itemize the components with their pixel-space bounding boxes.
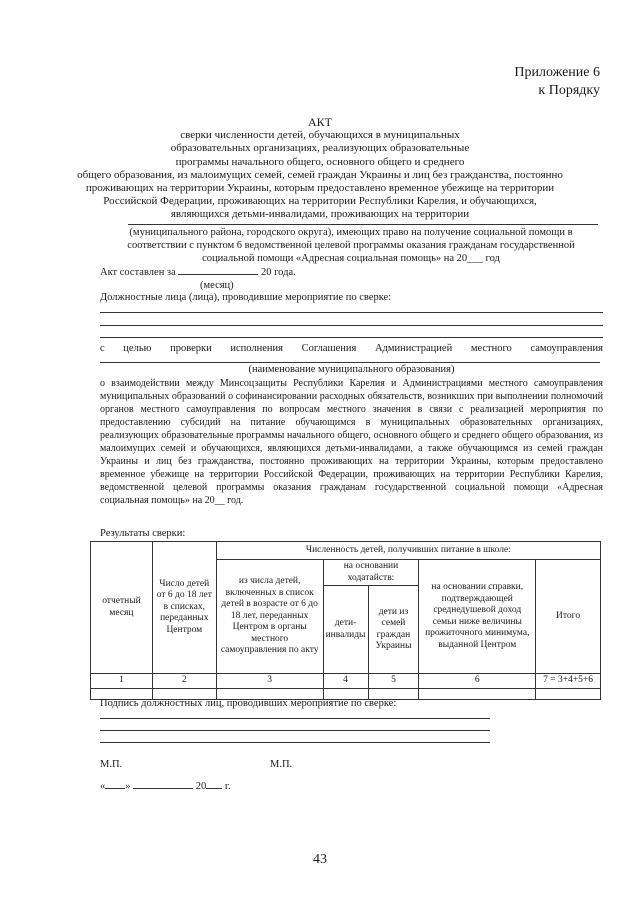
act-compiled-prefix: Акт составлен за	[100, 267, 176, 278]
act-compiled-suffix: 20 года.	[261, 267, 296, 278]
appendix-line-1: Приложение 6	[514, 65, 600, 80]
header-certificate: на основании справки, подтверждающей среднедушевой доход семьи ниже величины прожиточного минимума, выданной Центром	[419, 560, 536, 674]
month-blank	[178, 274, 258, 275]
date-year: 20	[195, 781, 207, 792]
municipality-line: соответствии с пунктом 6 ведомственной целевой программы оказания гражданам государственной	[127, 240, 575, 251]
header-petitions: на основании ходатайств:	[323, 560, 419, 586]
title-line: проживающих на территории Украины, которым предоставлено временное убежище на территории	[85, 182, 555, 195]
column-number: 1	[91, 674, 153, 689]
header-fed-children: Численность детей, получивших питание в школе:	[216, 542, 600, 560]
municipality-text	[96, 226, 606, 265]
date-open-quote: «	[100, 781, 106, 792]
title-line: программы начального общего, основного общего и среднего	[175, 155, 465, 168]
officials-blank-line-2	[100, 325, 603, 326]
day-blank	[105, 788, 125, 789]
signatures-label: Подпись должностных лиц, проводивших мероприятие по сверке:	[100, 698, 397, 709]
appendix-header	[514, 64, 600, 100]
appendix-line-2: к Порядку	[538, 83, 600, 98]
month-caption: (месяц)	[200, 280, 234, 291]
purpose-word: с	[100, 343, 105, 354]
column-number: 5	[368, 674, 419, 689]
header-month: отчетный месяц	[91, 542, 153, 674]
column-number: 7 = 3+4+5+6	[536, 674, 601, 689]
purpose-word: целью	[123, 343, 152, 354]
title-line: сверки численности детей, обучающихся в муниципальных	[180, 129, 460, 142]
column-number: 6	[419, 674, 536, 689]
act-title	[0, 116, 640, 222]
column-number: 4	[323, 674, 368, 689]
municipality-name-caption: (наименование муниципального образования)	[248, 364, 455, 375]
title-line: Российской Федерации, проживающих на территории Республики Карелия, и обучающихся,	[103, 195, 537, 208]
stamp-right: М.П.	[270, 759, 293, 770]
header-included-in-list: из числа детей, включенных в список детей в возрасте от 6 до 18 лет, переданных Центром в органы местного самоуправления по акту	[216, 560, 323, 674]
title-line: образовательных организациях, реализующих образовательные	[170, 142, 470, 155]
title-line: являющихся детьми-инвалидами, проживающих на территории	[170, 208, 470, 221]
purpose-word: местного	[470, 343, 512, 354]
stamp-left: М.П.	[100, 759, 123, 770]
officials-blank-line-1	[100, 312, 603, 313]
purpose-word: исполнения	[230, 343, 283, 354]
purpose-word: Администрацией	[374, 343, 453, 354]
results-label: Результаты сверки:	[100, 528, 186, 539]
officials-label: Должностные лица (лица), проводившие мероприятие по сверке:	[100, 292, 392, 303]
title-line: общего образования, из малоимущих семей, семей граждан Украины и лиц без гражданства, постоянно	[77, 168, 563, 181]
header-total: Итого	[536, 560, 601, 674]
header-ukraine-children: дети из семей граждан Украины	[368, 586, 419, 674]
header-disabled-children: дети-инвалиды	[323, 586, 368, 674]
results-table	[90, 541, 601, 700]
date-close-quote: »	[125, 781, 131, 792]
signature-line-2	[100, 730, 490, 731]
header-children-count: Число детей от 6 до 18 лет в списках, переданных Центром	[152, 542, 216, 674]
purpose-word: самоуправления	[530, 343, 603, 354]
municipality-line: социальной помощи «Адресная социальная помощь» на 20___ год	[202, 253, 500, 264]
signature-line-3	[100, 742, 490, 743]
act-compiled-line	[100, 266, 296, 279]
date-suffix: г.	[224, 781, 231, 792]
purpose-word: Соглашения	[301, 343, 357, 354]
municipality-line: (муниципального района, городского округа), имеющих право на получение социальной помощи в	[129, 227, 573, 238]
purpose-word: проверки	[170, 343, 212, 354]
empty-cell[interactable]	[536, 688, 601, 699]
signature-line-1	[100, 718, 490, 719]
purpose-paragraph: о взаимодействии между Минсоцзащиты Республики Карелия и Администрациями местного самоуправления муниципальных образований о софинансировании расходных обязательств, возникших при выполнении полномочий органов местного самоуправления по вопросам местного значения в связи с реализацией мероприятия по предоставлению субсидий на питание обучающимся в муниципальных образовательных организациях, реализующих образовательные программы начального общего, основного общего и среднего общего образования, из малоимущих семей и обучающихся, являющихся детьми-инвалидами, а также обучающимся из семей граждан Украины и лиц без гражданства, постоянно проживающих на территории Украины, которым предоставлено временное убежище на территории Российской Федерации, проживающих на территории Республики Карелия, ведомственной целевой программы оказания гражданам государственной социальной помощи «Адресная социальная помощь» на 20__ год.	[100, 378, 603, 506]
column-number: 3	[216, 674, 323, 689]
date-line	[100, 780, 231, 793]
page-number: 43	[313, 852, 327, 867]
officials-blank-line-3	[100, 337, 603, 338]
column-number: 2	[152, 674, 216, 689]
empty-cell[interactable]	[419, 688, 536, 699]
act-heading: АКТ	[308, 115, 332, 129]
purpose-line	[100, 342, 603, 355]
year-blank	[206, 788, 222, 789]
territory-blank-line	[128, 224, 598, 225]
month-name-blank	[133, 788, 193, 789]
